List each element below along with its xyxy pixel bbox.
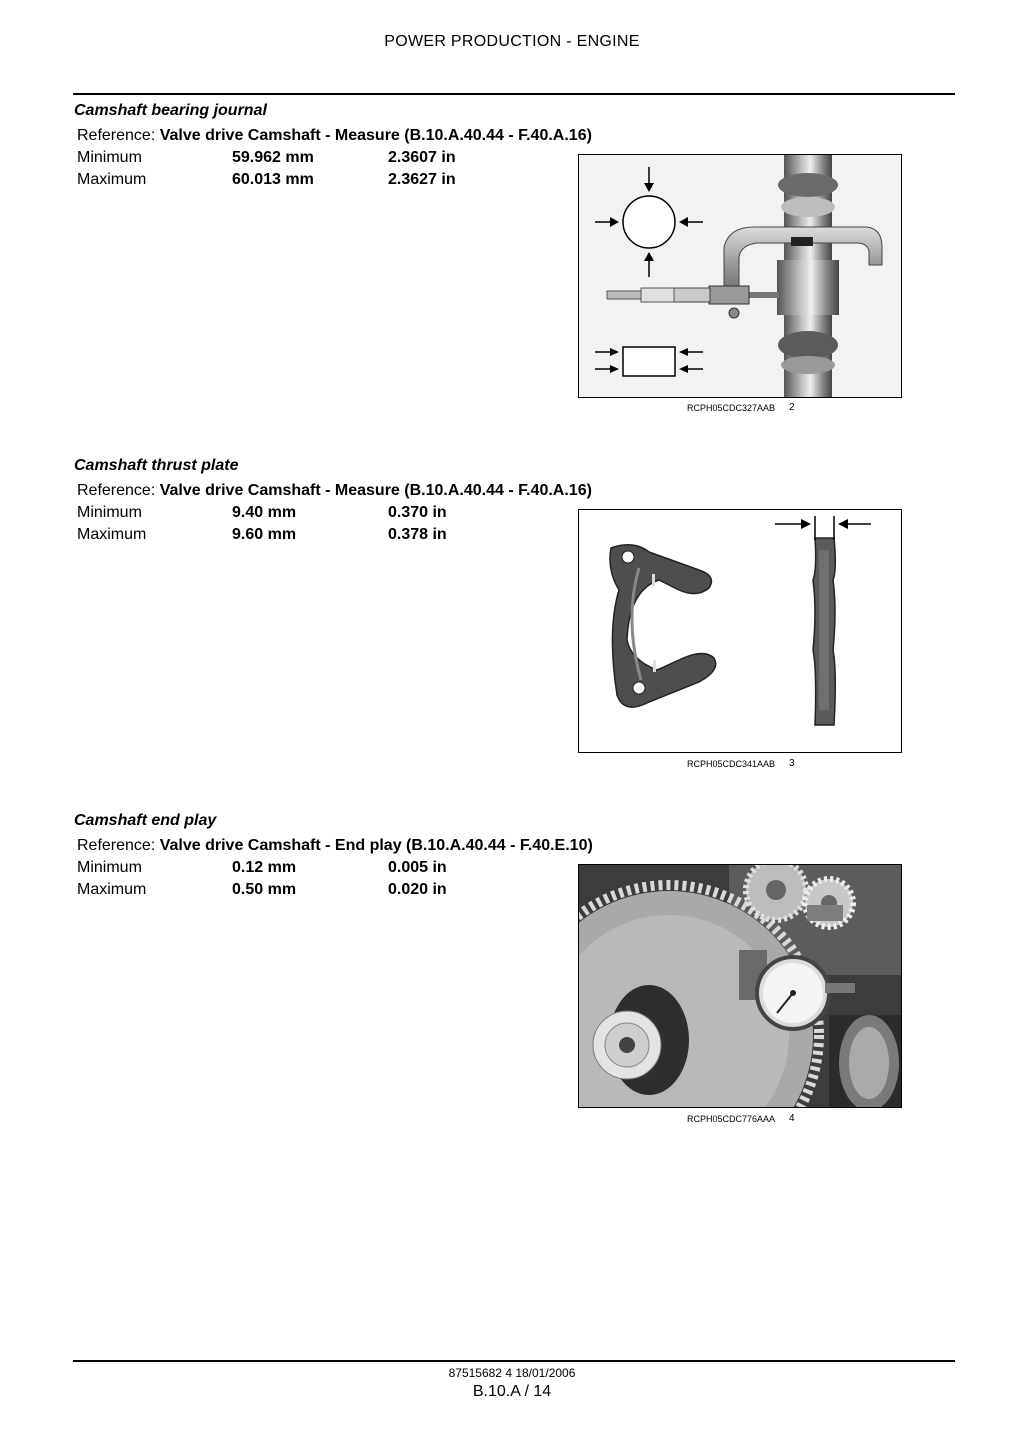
spec-label: Maximum (77, 525, 147, 543)
figure-end-play-dial-gauge (578, 864, 902, 1108)
header-rule (73, 93, 955, 95)
reference-link[interactable]: Valve drive Camshaft - End play (B.10.A.40.44 - F.40.E.10) (159, 837, 593, 854)
reference-line (77, 837, 955, 859)
spec-value-in: 2.3627 in (388, 170, 456, 188)
reference-link[interactable]: Valve drive Camshaft - Measure (B.10.A.40.44 - F.40.A.16) (159, 482, 592, 499)
figure-code: RCPH05CDC341AAB (687, 759, 776, 769)
spec-value-in: 0.020 in (388, 880, 447, 898)
spec-label: Maximum (77, 170, 147, 188)
section-title: Camshaft thrust plate (74, 457, 239, 474)
spec-value-in: 0.370 in (388, 504, 447, 521)
footer-rule (73, 1360, 955, 1362)
section-title: Camshaft bearing journal (74, 102, 267, 119)
spec-label: Minimum (77, 859, 142, 876)
spec-value-mm: 0.50 mm (232, 880, 297, 898)
spec-label: Minimum (77, 149, 142, 166)
reference-label: Reference: (77, 127, 156, 144)
spec-value-mm: 9.40 mm (232, 504, 297, 521)
figure-number: 3 (789, 758, 795, 769)
spec-value-in: 0.005 in (388, 859, 447, 876)
page-header-title: POWER PRODUCTION - ENGINE (384, 33, 640, 50)
spec-value-in: 0.378 in (388, 525, 447, 543)
spec-value-mm: 59.962 mm (232, 149, 314, 166)
reference-link[interactable]: Valve drive Camshaft - Measure (B.10.A.40.44 - F.40.A.16) (159, 127, 592, 144)
reference-label: Reference: (77, 837, 156, 854)
spec-label: Minimum (77, 504, 142, 521)
footer-doc-number: 87515682 4 18/01/2006 (448, 1366, 576, 1380)
figure-number: 2 (789, 402, 795, 413)
footer-page-number: B.10.A / 14 (472, 1383, 552, 1400)
reference-line (77, 127, 955, 149)
figure-thrust-plate (578, 509, 902, 753)
figure-code: RCPH05CDC327AAB (687, 403, 776, 413)
figure-code: RCPH05CDC776AAA (687, 1114, 776, 1124)
figure-number: 4 (789, 1113, 795, 1124)
section-title: Camshaft end play (74, 812, 217, 829)
spec-value-mm: 9.60 mm (232, 525, 297, 543)
spec-value-mm: 0.12 mm (232, 859, 297, 876)
figure-camshaft-micrometer (578, 154, 902, 398)
reference-label: Reference: (77, 482, 156, 499)
spec-label: Maximum (77, 880, 147, 898)
spec-value-mm: 60.013 mm (232, 170, 314, 188)
reference-line (77, 482, 955, 504)
spec-value-in: 2.3607 in (388, 149, 456, 166)
